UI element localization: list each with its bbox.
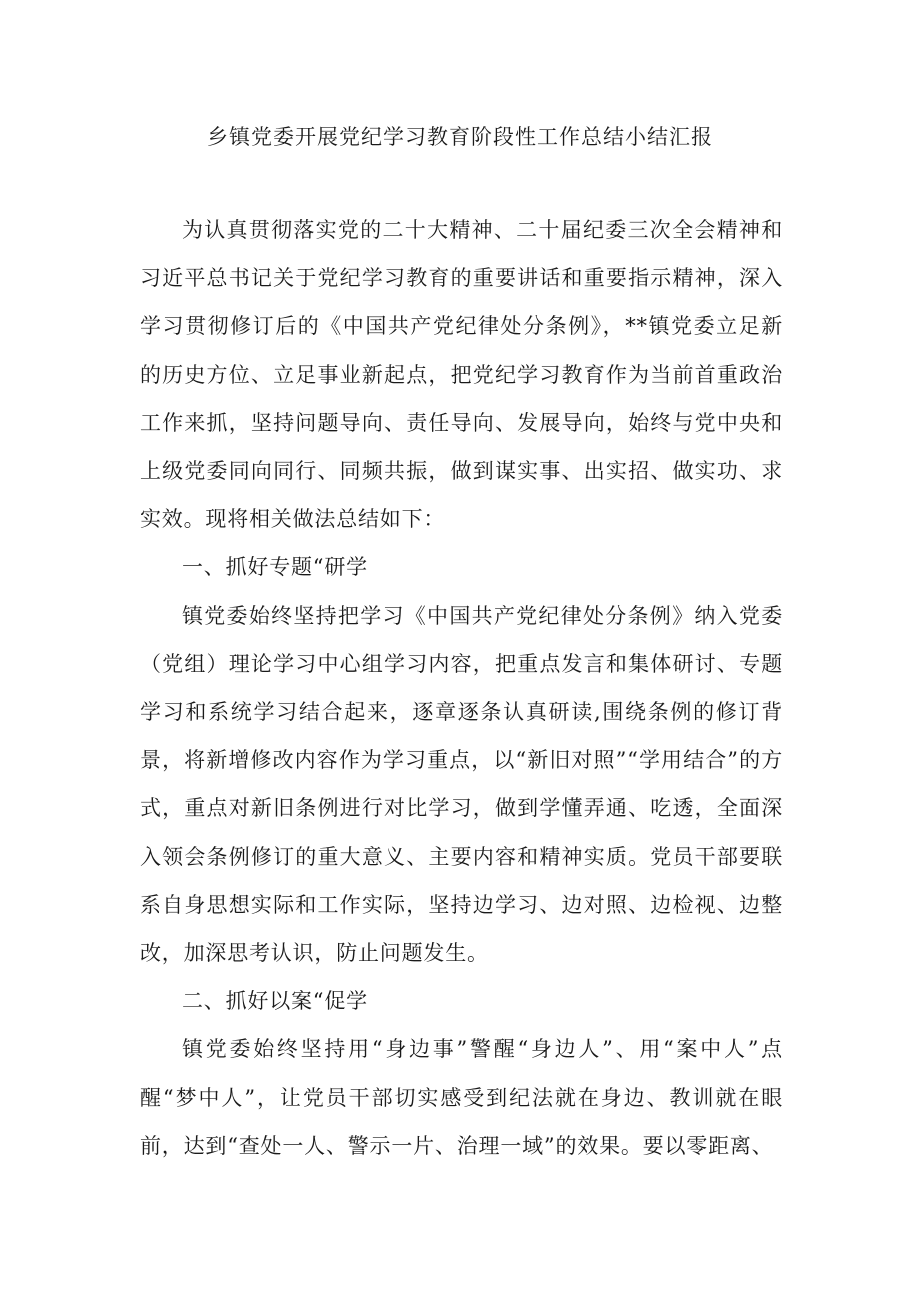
- section-heading-1: 一、抓好专题“研学: [182, 555, 368, 580]
- intro-paragraph: 为认真贯彻落实党的二十大精神、二十届纪委三次全会精神和习近平总书记关于党纪学习教育的重要讲话和重要指示精神，深入学习贯彻修订后的《中国共产党纪律处分条例》，**镇党委立足新的历史方位、立足事业新起点，把党纪学习教育作为当前首重政治工作来抓，坚持问题导向、责任导向、发展导向，始终与党中央和上级党委同向同行、同频共振，做到谋实事、出实招、做实功、求实效。现将相关做法总结如下：: [140, 218, 783, 532]
- section-heading-2: 二、抓好以案“促学: [182, 989, 368, 1014]
- document-title: 乡镇党委开展党纪学习教育阶段性工作总结小结汇报: [207, 125, 713, 149]
- section-paragraph-2: 镇党委始终坚持用“身边事”警醒“身边人”、用“案中人”点醒“梦中人”，让党员干部切实感受到纪法就在身边、教训就在眼前，达到“查处一人、警示一片、治理一域”的效果。要以零距离、: [140, 1037, 783, 1158]
- section-paragraph-1: 镇党委始终坚持把学习《中国共产党纪律处分条例》纳入党委（党组）理论学习中心组学习内容，把重点发言和集体研讨、专题学习和系统学习结合起来，逐章逐条认真研读,围绕条例的修订背景，将新增修改内容作为学习重点，以“新旧对照”“学用结合”的方式，重点对新旧条例进行对比学习，做到学懂弄通、吃透，全面深入领会条例修订的重大意义、主要内容和精神实质。党员干部要联系自身思想实际和工作实际，坚持边学习、边对照、边检视、边整改，加深思考认识，防止问题发生。: [140, 603, 783, 966]
- document-body: [140, 206, 783, 1170]
